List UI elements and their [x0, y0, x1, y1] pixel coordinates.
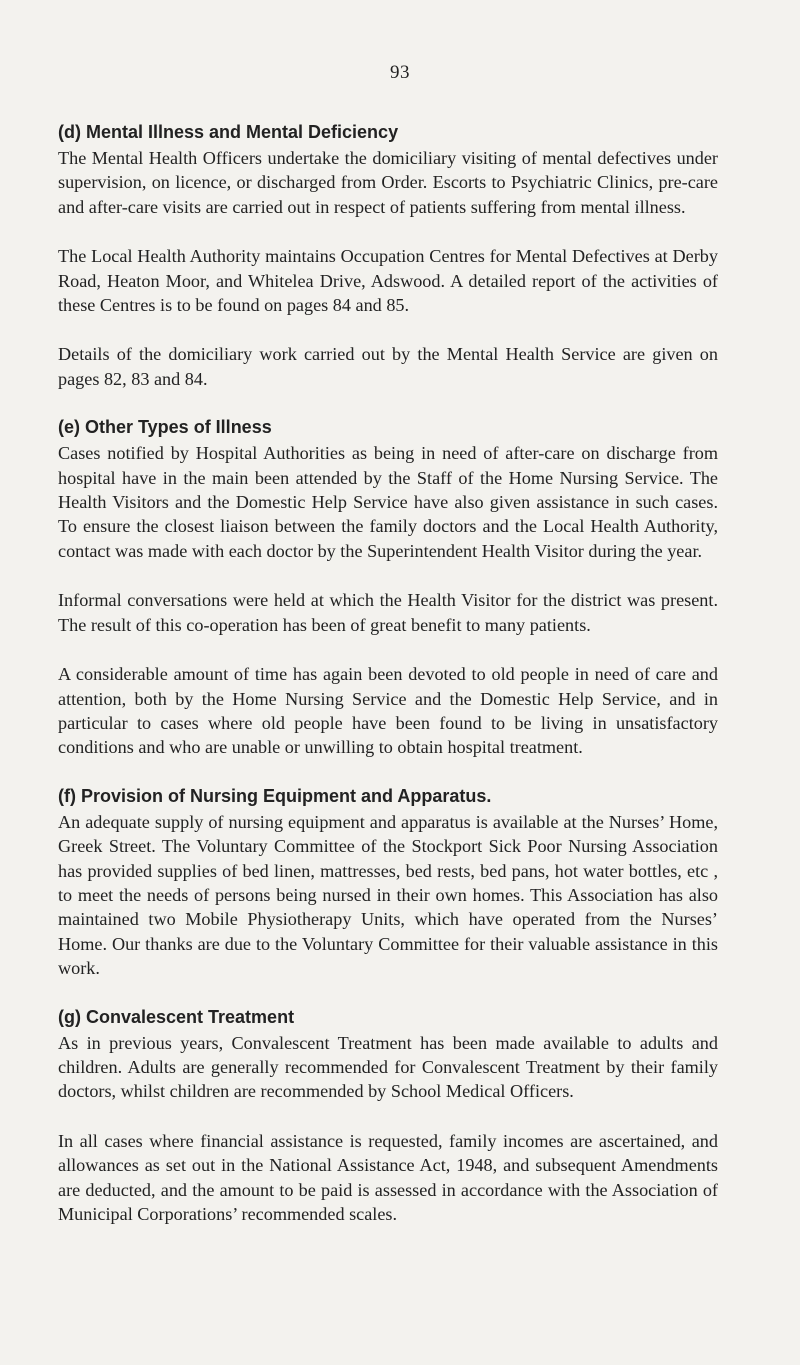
section-heading: (f) Provision of Nursing Equipment and Apparatus.: [58, 785, 492, 806]
section-heading: (d) Mental Illness and Mental Deficiency: [58, 122, 399, 142]
paragraph: In all cases where financial assistance is requested, family incomes are ascertained, and allowances as set out in the National Assistance Act, 1948, and subsequent Amendments are deducted, and the amount to be paid is assessed in accordance with the Association of Municipal Corporations’ recommended scales.: [58, 1130, 718, 1224]
document-body: [58, 120, 718, 1226]
section-nursing-equipment: [58, 784, 718, 981]
section-mental-illness: [58, 120, 718, 391]
page-number: 93: [390, 62, 410, 83]
paragraph: As in previous years, Convalescent Treatment has been made available to adults and children. Adults are generally recommended for Convalescent Treatment by their family doctors, whilst children are recommended by School Medical Officers.: [58, 1032, 718, 1102]
section-convalescent-treatment: [58, 1005, 718, 1227]
section-heading: (g) Convalescent Treatment: [58, 1006, 295, 1027]
paragraph: A considerable amount of time has again been devoted to old people in need of care and attention, both by the Home Nursing Service and the Domestic Help Service, and in particular to cases where old people have been found to be living in unsatisfactory conditions and who are unable or unwilling to obtain hospital treatment.: [58, 664, 718, 758]
paragraph: Details of the domiciliary work carried out by the Mental Health Service are given on pages 82, 83 and 84.: [58, 344, 718, 389]
paragraph: The Mental Health Officers undertake the domiciliary visiting of mental defectives under supervision, on licence, or discharged from Order. Escorts to Psychiatric Clinics, pre-care and after-care visits are carried out in respect of patients suffering from mental illness.: [58, 148, 718, 217]
paragraph: Cases notified by Hospital Authorities as being in need of after-care on discharge from hospital have in the main been attended by the Staff of the Home Nursing Service. The Health Visitors and the Domestic Help Service have also given assistance in such cases. To ensure the closest liaison between the family doctors and the Local Health Authority, contact was made with each doctor by the Superintendent Health Visitor during the year.: [58, 443, 718, 561]
section-other-illness: [58, 415, 718, 759]
paragraph: Informal conversations were held at which the Health Visitor for the district was present. The result of this co-operation has been of great benefit to many patients.: [58, 590, 718, 635]
paragraph: The Local Health Authority maintains Occupation Centres for Mental Defectives at Derby Road, Heaton Moor, and Whitelea Drive, Adswood. A detailed report of the activities of these Centres is to be found on pages 84 and 85.: [58, 246, 718, 316]
paragraph: An adequate supply of nursing equipment and apparatus is available at the Nurses’ Home, Greek Street. The Voluntary Committee of the Stockport Sick Poor Nursing Association has provided supplies of bed linen, mattresses, bed rests, bed pans, hot water bottles, etc , to meet the needs of persons being nursed in their own homes. This Association has also maintained two Mobile Physiotherapy Units, which have operated from the Nurses’ Home. Our thanks are due to the Voluntary Committee for their valuable assistance in this work.: [58, 811, 718, 979]
section-heading: (e) Other Types of Illness: [58, 417, 272, 438]
